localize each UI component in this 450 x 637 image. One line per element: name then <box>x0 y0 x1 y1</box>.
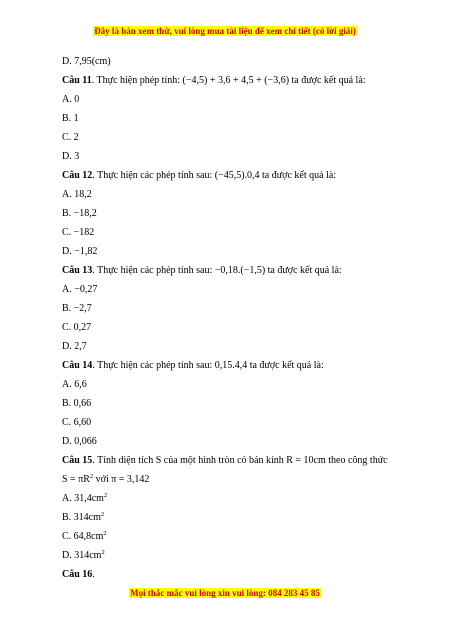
question-14-option-d: D. 0,066 <box>62 436 97 447</box>
question-15-label: Câu 15 <box>62 455 93 466</box>
question-13-option-d: D. 2,7 <box>62 341 87 352</box>
question-13-option-a: A. −0,27 <box>62 284 98 295</box>
question-13 <box>62 264 402 277</box>
question-14 <box>62 359 402 372</box>
question-12-option-b: B. −18,2 <box>62 208 97 219</box>
question-12-text: . Thực hiện các phép tính sau: (−45,5).0,4 ta được kết quả là: <box>92 170 337 181</box>
question-16-label: Câu 16 <box>62 569 93 580</box>
question-14-option-b: B. 0,66 <box>62 398 92 409</box>
question-15-option-d: D. $314cm^2$ <box>62 549 105 561</box>
question-11-text: . Thực hiện phép tính: (−4,5) + 3,6 + 4,5 + (−3,6) ta được kết quả là: <box>91 75 366 86</box>
question-13-label: Câu 13 <box>62 265 93 276</box>
question-12-option-a: A. 18,2 <box>62 189 92 200</box>
question-14-option-a: A. 6,6 <box>62 379 87 390</box>
previous-option-d: D. 7,95(cm) <box>62 56 111 67</box>
question-14-option-c: C. 6,60 <box>62 417 92 428</box>
preview-notice-text: Đây là bản xem thử, vui lòng mua tài liệu để xem chi tiết (có lời giải) <box>94 26 356 36</box>
question-13-text: . Thực hiện các phép tính sau: −0,18.(−1,5) ta được kết quả là: <box>92 265 342 276</box>
question-15-option-c: C. $64,8cm^2$ <box>62 530 107 542</box>
question-11-option-a: A. 0 <box>62 94 80 105</box>
question-11-option-c: C. 2 <box>62 132 79 143</box>
question-11 <box>62 74 402 87</box>
question-15-option-a: A. $31,4cm^2$ <box>62 492 108 504</box>
question-16-text: . <box>92 569 95 580</box>
question-11-option-d: D. 3 <box>62 151 80 162</box>
question-12-option-d: D. −1,82 <box>62 246 98 257</box>
question-15-formula: $S = \pi R^2$ với π = 3,142 <box>62 473 150 485</box>
preview-notice-header <box>0 26 450 36</box>
question-11-option-b: B. 1 <box>62 113 79 124</box>
question-14-label: Câu 14 <box>62 360 93 371</box>
question-14-text: . Thực hiện các phép tính sau: 0,15.4,4 ta được kết quả là: <box>92 360 324 371</box>
question-16 <box>62 568 402 581</box>
contact-notice-footer <box>0 588 450 598</box>
question-13-option-c: C. 0,27 <box>62 322 92 333</box>
question-11-label: Câu 11 <box>62 75 92 86</box>
question-12-label: Câu 12 <box>62 170 93 181</box>
question-12-option-c: C. −182 <box>62 227 95 238</box>
question-15-option-b: B. $314cm^2$ <box>62 511 105 523</box>
question-12 <box>62 169 402 182</box>
contact-notice-text: Mọi thắc mắc vui lòng xin vui lòng: 084 283 45 85 <box>130 588 320 598</box>
question-15 <box>62 454 402 467</box>
question-13-option-b: B. −2,7 <box>62 303 92 314</box>
question-15-text: . Tính diện tích S của một hình tròn có bán kính R = 10cm theo công thức <box>92 455 388 466</box>
document-body <box>62 55 402 587</box>
